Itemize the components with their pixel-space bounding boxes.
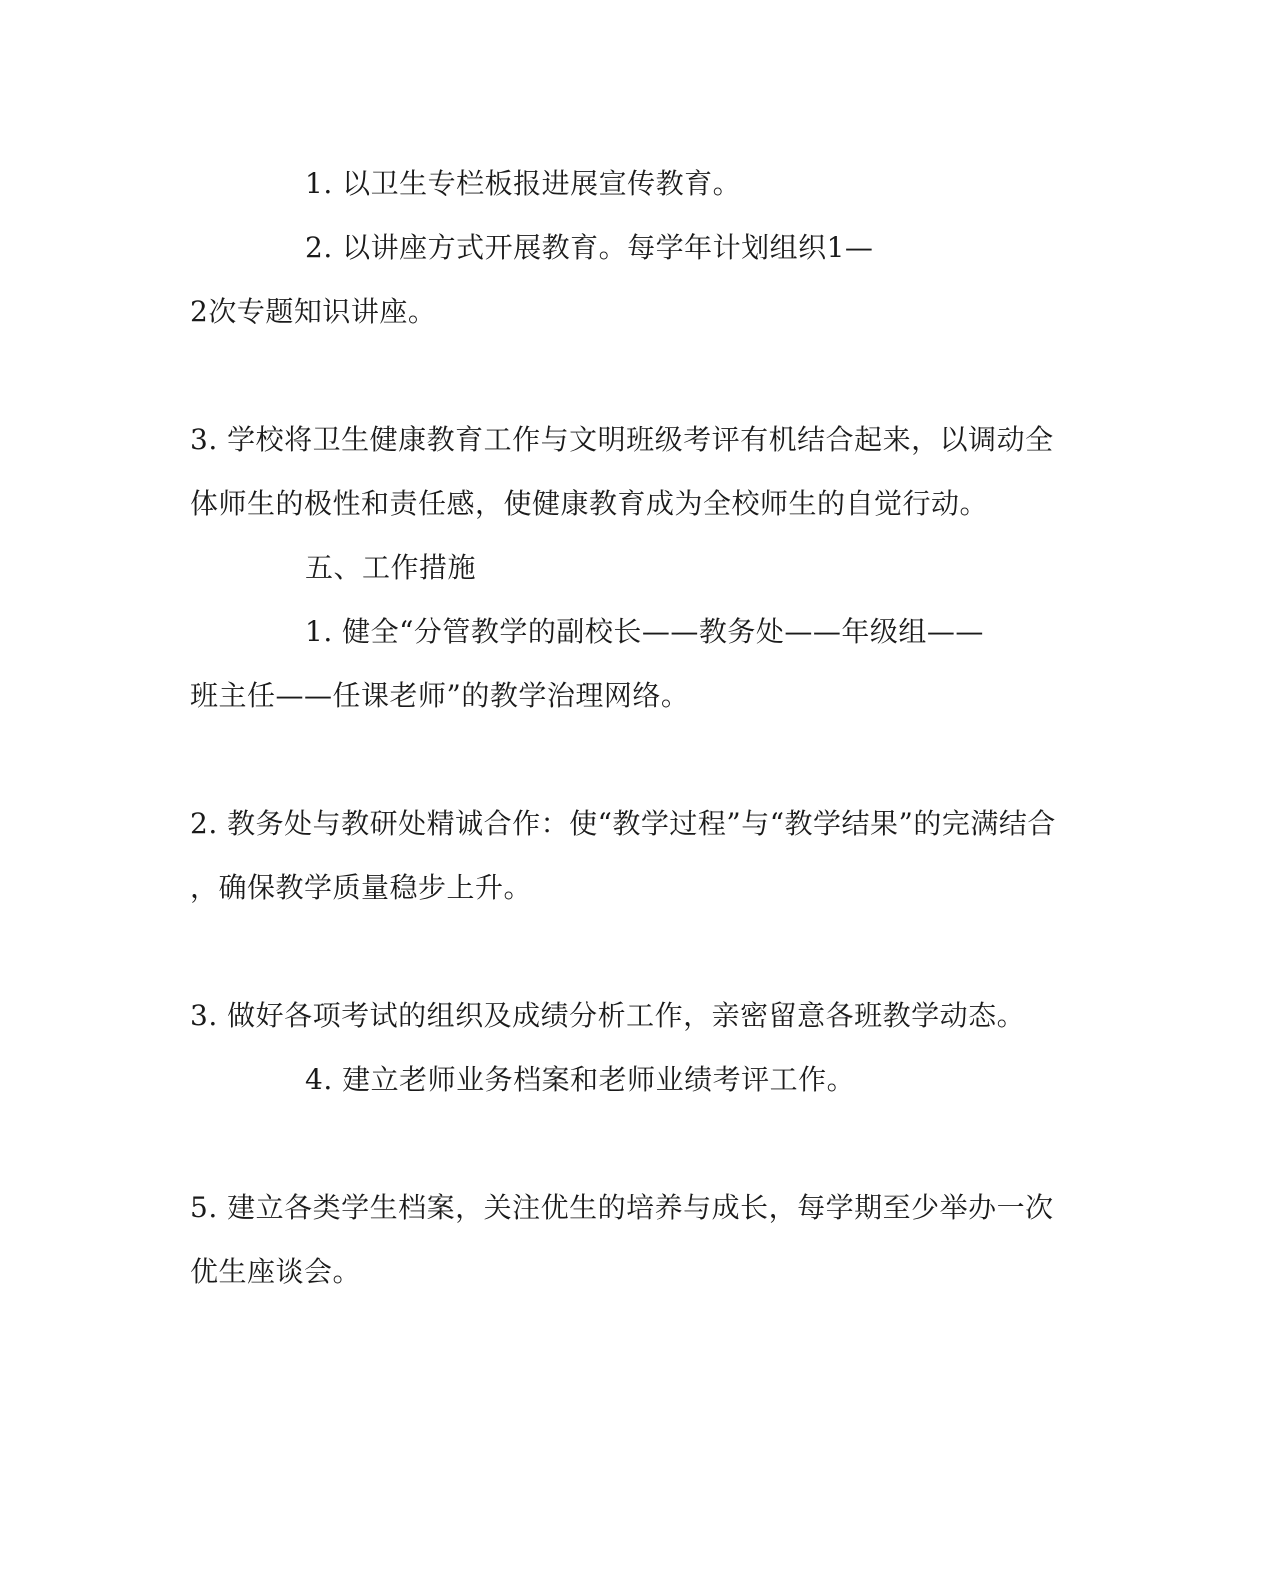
text-line: 优生座谈会。 bbox=[190, 1255, 362, 1288]
text-line: 班主任——任课老师”的教学治理网络。 bbox=[190, 679, 690, 712]
text-line: 2次专题知识讲座。 bbox=[190, 295, 437, 328]
text-line: 4. 建立老师业务档案和老师业绩考评工作。 bbox=[305, 1063, 856, 1096]
text-line: 2. 教务处与教研处精诚合作：使“教学过程”与“教学结果”的完满结合 bbox=[190, 807, 1056, 840]
text-line: 1. 健全“分管教学的副校长——教务处——年级组—— bbox=[305, 615, 984, 648]
text-line: ，确保教学质量稳步上升。 bbox=[190, 871, 533, 904]
text-line: 体师生的极性和责任感，使健康教育成为全校师生的自觉行动。 bbox=[190, 487, 989, 520]
text-line: 5. 建立各类学生档案，关注优生的培养与成长，每学期至少举办一次 bbox=[190, 1191, 1054, 1224]
text-line: 3. 做好各项考试的组织及成绩分析工作，亲密留意各班教学动态。 bbox=[190, 999, 1026, 1032]
text-line: 2. 以讲座方式开展教育。每学年计划组织1— bbox=[305, 231, 874, 264]
text-line: 3. 学校将卫生健康教育工作与文明班级考评有机结合起来，以调动全 bbox=[190, 423, 1054, 456]
text-line: 1. 以卫生专栏板报进展宣传教育。 bbox=[305, 167, 742, 200]
section-heading: 五、工作措施 bbox=[305, 551, 477, 584]
